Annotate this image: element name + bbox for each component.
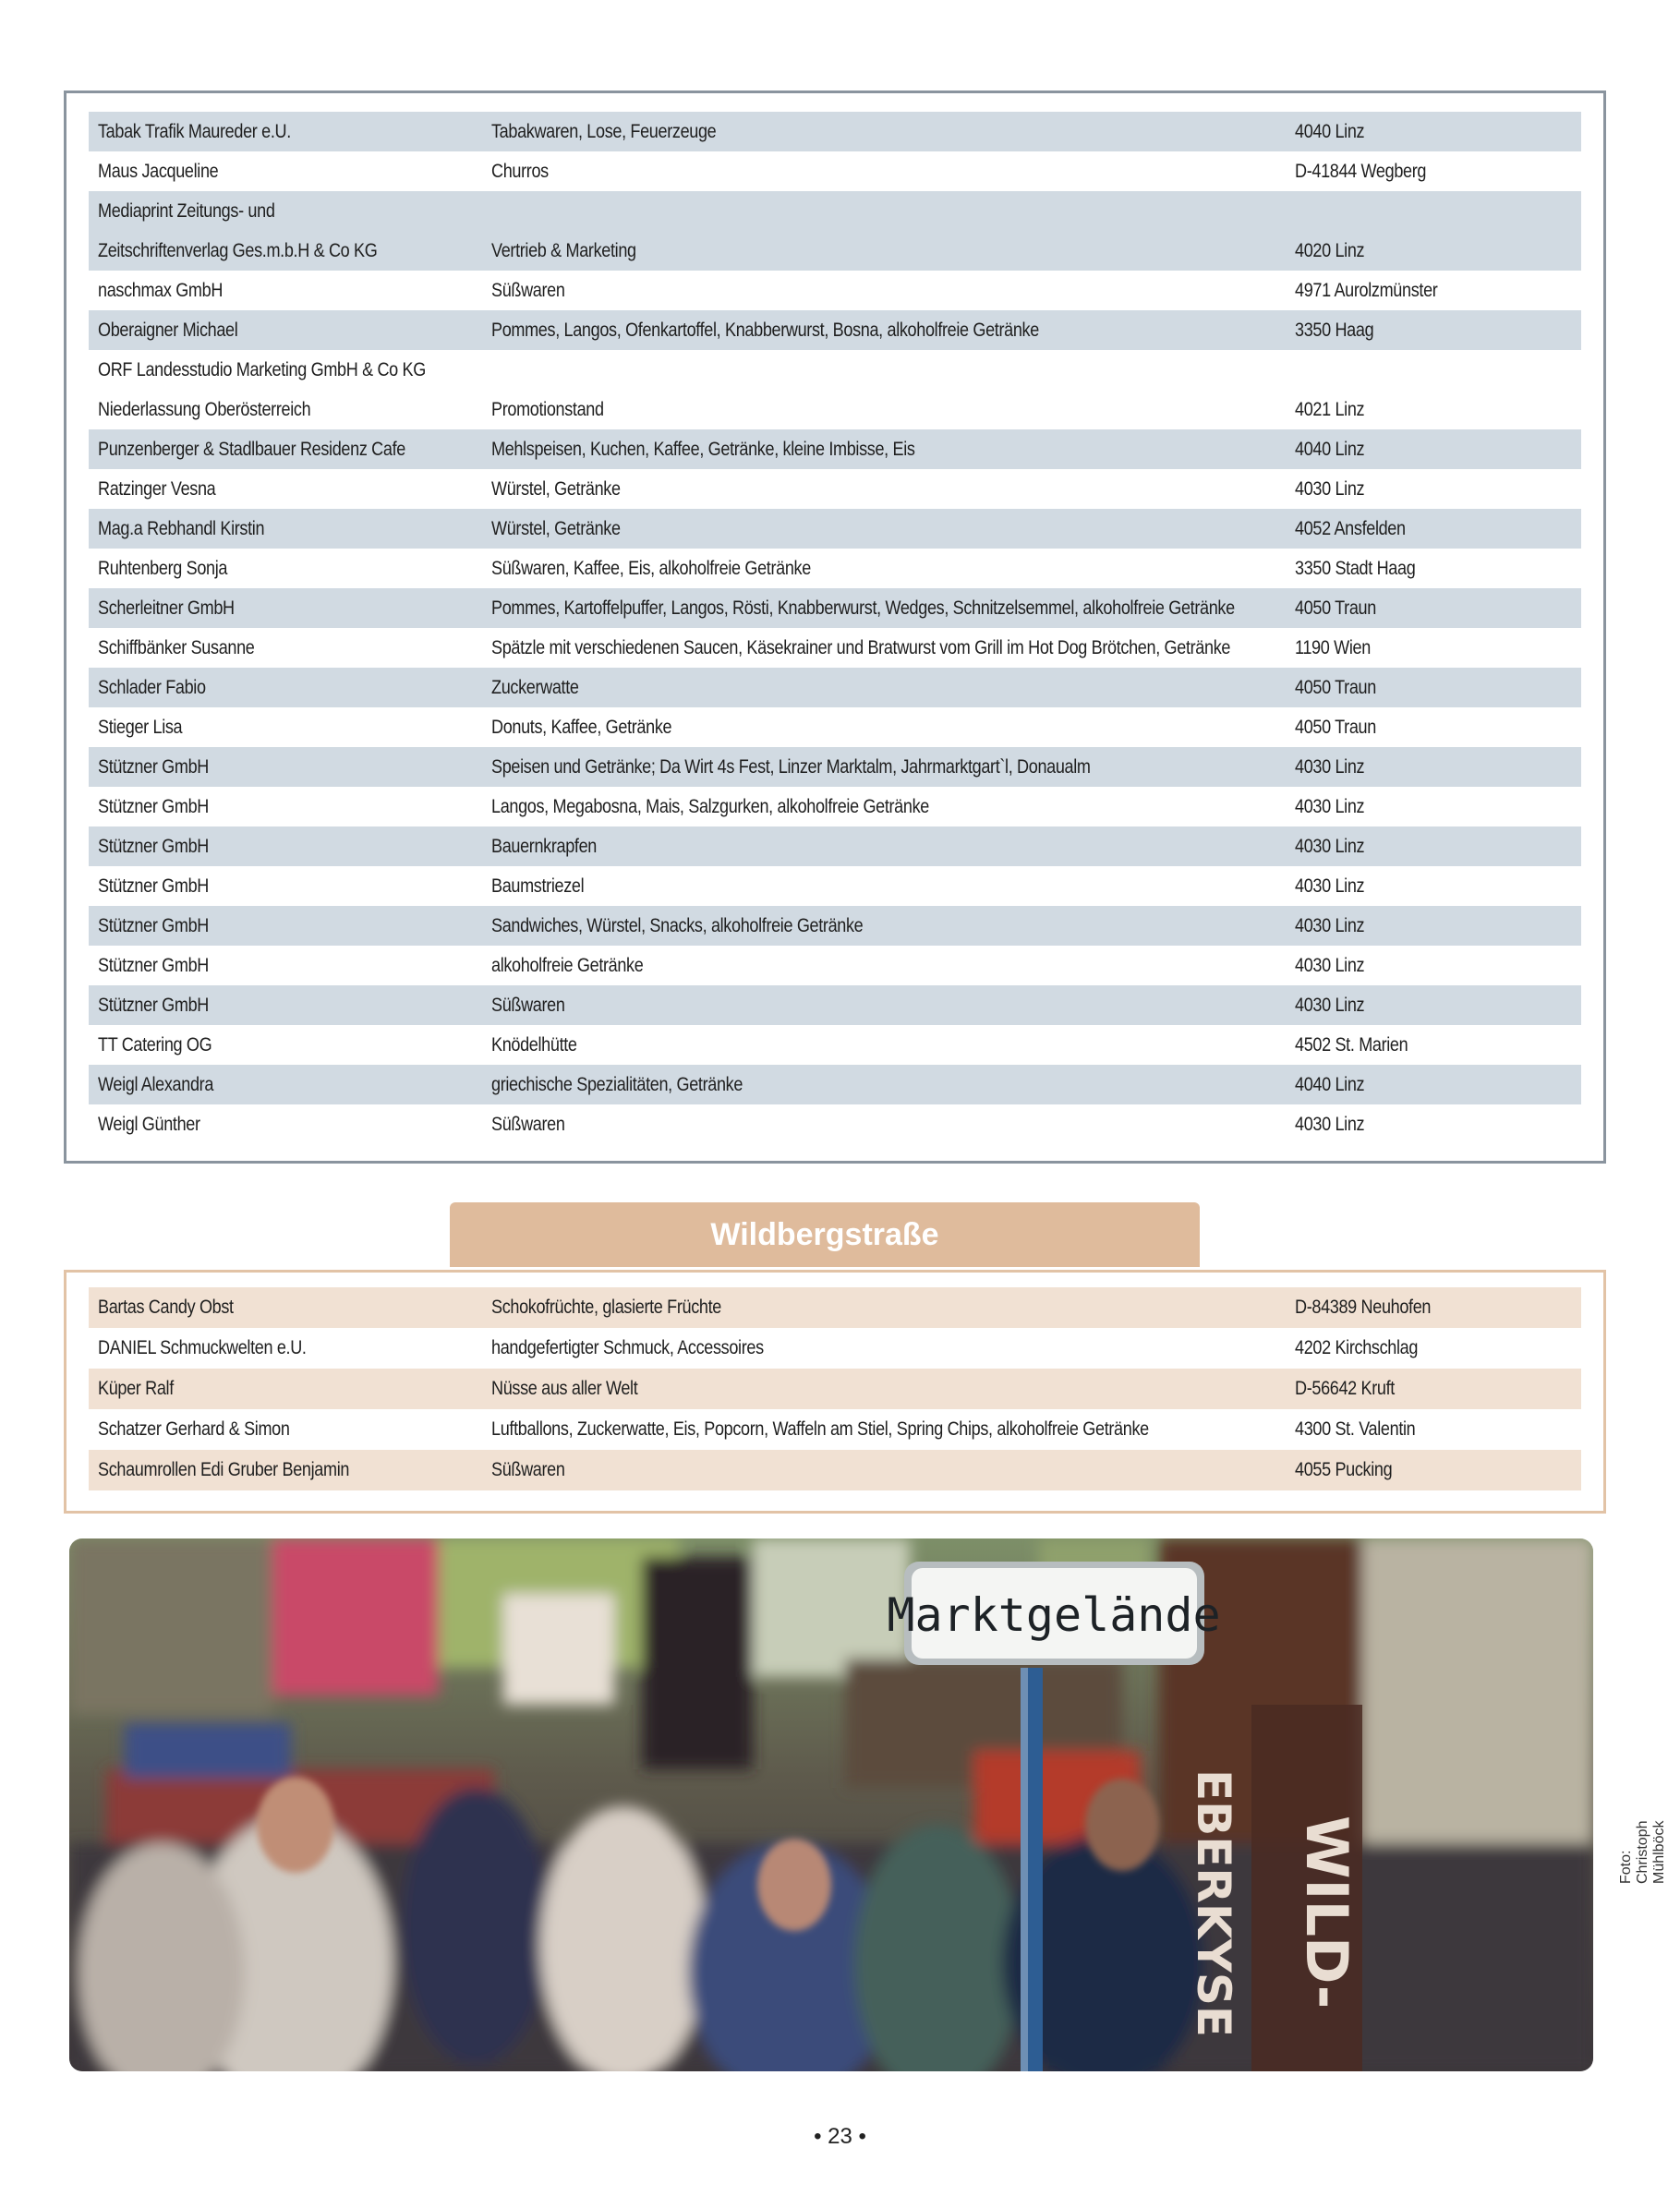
vendor-name: Stützner GmbH <box>98 955 209 976</box>
vendor-products: Süßwaren <box>491 1459 565 1480</box>
vendor-products: Tabakwaren, Lose, Feuerzeuge <box>491 121 717 142</box>
vendor-name: Weigl Günther <box>98 1114 200 1135</box>
vendor-name: Stützner GmbH <box>98 796 209 817</box>
vendor-location: 4050 Traun <box>1295 597 1376 619</box>
vendor-products: handgefertigter Schmuck, Accessoires <box>491 1337 764 1358</box>
vendor-products: Pommes, Kartoffelpuffer, Langos, Rösti, Knabberwurst, Wedges, Schnitzelsemmel, alkoholfreie Getränke <box>491 597 1235 619</box>
table-row <box>89 946 1581 985</box>
vendor-location: 4050 Traun <box>1295 717 1376 738</box>
table-row <box>89 271 1581 310</box>
vendor-name: Weigl Alexandra <box>98 1074 214 1095</box>
vendor-name: Stützner GmbH <box>98 836 209 857</box>
vendor-name: Punzenberger & Stadlbauer Residenz Cafe <box>98 439 405 460</box>
vendor-location: 4030 Linz <box>1295 836 1365 857</box>
vendor-location: 3350 Haag <box>1295 320 1374 341</box>
table-row <box>89 707 1581 747</box>
vendor-products: Süßwaren, Kaffee, Eis, alkoholfreie Getränke <box>491 558 811 579</box>
table-row <box>89 509 1581 549</box>
table-row <box>89 668 1581 707</box>
vendor-table <box>89 112 1581 1144</box>
vendor-location: 4030 Linz <box>1295 1114 1365 1135</box>
vendor-products: Pommes, Langos, Ofenkartoffel, Knabberwurst, Bosna, alkoholfreie Getränke <box>491 320 1039 341</box>
vendor-name: ORF Landesstudio Marketing GmbH & Co KG <box>98 359 426 380</box>
table-row <box>89 906 1581 946</box>
section-heading-wildbergstrasse: Wildbergstraße <box>450 1202 1200 1267</box>
vendor-location: 4052 Ansfelden <box>1295 518 1406 539</box>
table-row <box>89 390 1581 429</box>
vendor-location: 4030 Linz <box>1295 875 1365 897</box>
vendor-name: Niederlassung Oberösterreich <box>98 399 311 420</box>
table-row <box>89 191 1581 231</box>
wildberg-vendor-table <box>89 1287 1581 1490</box>
vendor-products: Speisen und Getränke; Da Wirt 4s Fest, Linzer Marktalm, Jahrmarktgart`l, Donaualm <box>491 756 1091 778</box>
vendor-products: griechische Spezialitäten, Getränke <box>491 1074 743 1095</box>
table-row <box>89 1065 1581 1104</box>
vendor-name: Küper Ralf <box>98 1378 174 1399</box>
vendor-location: 4502 St. Marien <box>1295 1034 1408 1056</box>
vendor-name: Ruhtenberg Sonja <box>98 558 228 579</box>
vendor-products: Zuckerwatte <box>491 677 579 698</box>
vendor-location: 4050 Traun <box>1295 677 1376 698</box>
vendor-location: 4202 Kirchschlag <box>1295 1337 1419 1358</box>
table-row <box>89 231 1581 271</box>
vendor-location: 4040 Linz <box>1295 439 1365 460</box>
vendor-name: Stieger Lisa <box>98 717 183 738</box>
vendor-products: Süßwaren <box>491 280 565 301</box>
vendor-location: D-84389 Neuhofen <box>1295 1297 1432 1318</box>
sign-text: Marktgelände <box>887 1588 1221 1642</box>
table-row <box>89 151 1581 191</box>
vendor-products: Promotionstand <box>491 399 604 420</box>
photo-credit: Foto: Christoph Mühlböck <box>1618 1820 1667 1884</box>
banner-text-2: EBERKYSE <box>1187 1769 1240 2038</box>
vendor-name: TT Catering OG <box>98 1034 212 1056</box>
vendor-name: Ratzinger Vesna <box>98 478 216 500</box>
vendor-name: Bartas Candy Obst <box>98 1297 234 1318</box>
vendor-products: Schokofrüchte, glasierte Früchte <box>491 1297 721 1318</box>
vendor-name: Schiffbänker Susanne <box>98 637 255 658</box>
vendor-products: Süßwaren <box>491 995 565 1016</box>
vendor-location: 4040 Linz <box>1295 1074 1365 1095</box>
table-row <box>89 112 1581 151</box>
vendor-name: Maus Jacqueline <box>98 161 219 182</box>
vendor-location: 1190 Wien <box>1295 637 1371 658</box>
table-row <box>89 1450 1581 1490</box>
vendor-location: 4040 Linz <box>1295 121 1365 142</box>
vendor-location: 4030 Linz <box>1295 995 1365 1016</box>
table-row <box>89 310 1581 350</box>
vendor-location: 3350 Stadt Haag <box>1295 558 1416 579</box>
table-row <box>89 1104 1581 1144</box>
table-row <box>89 588 1581 628</box>
vendor-location: 4971 Aurolzmünster <box>1295 280 1438 301</box>
vendor-location: 4030 Linz <box>1295 478 1365 500</box>
vendor-location: D-41844 Wegberg <box>1295 161 1427 182</box>
vendor-name: Stützner GmbH <box>98 875 209 897</box>
table-row <box>89 985 1581 1025</box>
vendor-name: Schatzer Gerhard & Simon <box>98 1418 290 1440</box>
vendor-products: Süßwaren <box>491 1114 565 1135</box>
vendor-products: Vertrieb & Marketing <box>491 240 636 261</box>
vendor-location: 4055 Pucking <box>1295 1459 1393 1480</box>
vendor-products: Bauernkrapfen <box>491 836 598 857</box>
vendor-location: D-56642 Kruft <box>1295 1378 1395 1399</box>
vendor-products: Langos, Megabosna, Mais, Salzgurken, alkoholfreie Getränke <box>491 796 929 817</box>
vendor-location: 4030 Linz <box>1295 955 1365 976</box>
vendor-products: Würstel, Getränke <box>491 518 621 539</box>
table-row <box>89 628 1581 668</box>
banner-text: WILD- <box>1293 1816 1360 2009</box>
vendor-name: Schlader Fabio <box>98 677 206 698</box>
vendor-location: 4030 Linz <box>1295 756 1365 778</box>
table-row <box>89 1328 1581 1369</box>
table-row <box>89 1409 1581 1450</box>
wildberg-table-frame <box>64 1270 1606 1514</box>
table-row <box>89 1369 1581 1409</box>
table-row <box>89 1287 1581 1328</box>
vendor-name: DANIEL Schmuckwelten e.U. <box>98 1337 307 1358</box>
vendor-name: Oberaigner Michael <box>98 320 238 341</box>
market-photo <box>69 1538 1593 2071</box>
vendor-products: Churros <box>491 161 549 182</box>
vendor-location: 4020 Linz <box>1295 240 1365 261</box>
vendor-table-frame <box>64 90 1606 1164</box>
vendor-products: Knödelhütte <box>491 1034 577 1056</box>
vendor-products: Spätzle mit verschiedenen Saucen, Käsekrainer und Bratwurst vom Grill im Hot Dog Brötchen, Getränke <box>491 637 1231 658</box>
table-row <box>89 350 1581 390</box>
vendor-products: alkoholfreie Getränke <box>491 955 644 976</box>
vendor-products: Donuts, Kaffee, Getränke <box>491 717 672 738</box>
vendor-name: Stützner GmbH <box>98 915 209 936</box>
vendor-location: 4030 Linz <box>1295 796 1365 817</box>
table-row <box>89 787 1581 826</box>
vendor-name: naschmax GmbH <box>98 280 224 301</box>
table-row <box>89 866 1581 906</box>
vendor-name: Stützner GmbH <box>98 995 209 1016</box>
vendor-name: Mag.a Rebhandl Kirstin <box>98 518 265 539</box>
vendor-products: Würstel, Getränke <box>491 478 621 500</box>
vendor-location: 4021 Linz <box>1295 399 1365 420</box>
vendor-location: 4300 St. Valentin <box>1295 1418 1416 1440</box>
vendor-name: Mediaprint Zeitungs- und <box>98 200 275 222</box>
table-row <box>89 429 1581 469</box>
vendor-products: Nüsse aus aller Welt <box>491 1378 638 1399</box>
table-row <box>89 549 1581 588</box>
vendor-name: Stützner GmbH <box>98 756 209 778</box>
table-row <box>89 826 1581 866</box>
table-row <box>89 469 1581 509</box>
vendor-name: Schaumrollen Edi Gruber Benjamin <box>98 1459 350 1480</box>
page-number: • 23 • <box>814 2124 866 2149</box>
table-row <box>89 1025 1581 1065</box>
vendor-name: Zeitschriftenverlag Ges.m.b.H & Co KG <box>98 240 378 261</box>
vendor-name: Tabak Trafik Maureder e.U. <box>98 121 291 142</box>
vendor-products: Luftballons, Zuckerwatte, Eis, Popcorn, Waffeln am Stiel, Spring Chips, alkoholfreie Getränke <box>491 1418 1149 1440</box>
vendor-location: 4030 Linz <box>1295 915 1365 936</box>
vendor-products: Sandwiches, Würstel, Snacks, alkoholfreie Getränke <box>491 915 864 936</box>
vendor-products: Mehlspeisen, Kuchen, Kaffee, Getränke, kleine Imbisse, Eis <box>491 439 915 460</box>
vendor-products: Baumstriezel <box>491 875 585 897</box>
vendor-name: Scherleitner GmbH <box>98 597 235 619</box>
table-row <box>89 747 1581 787</box>
